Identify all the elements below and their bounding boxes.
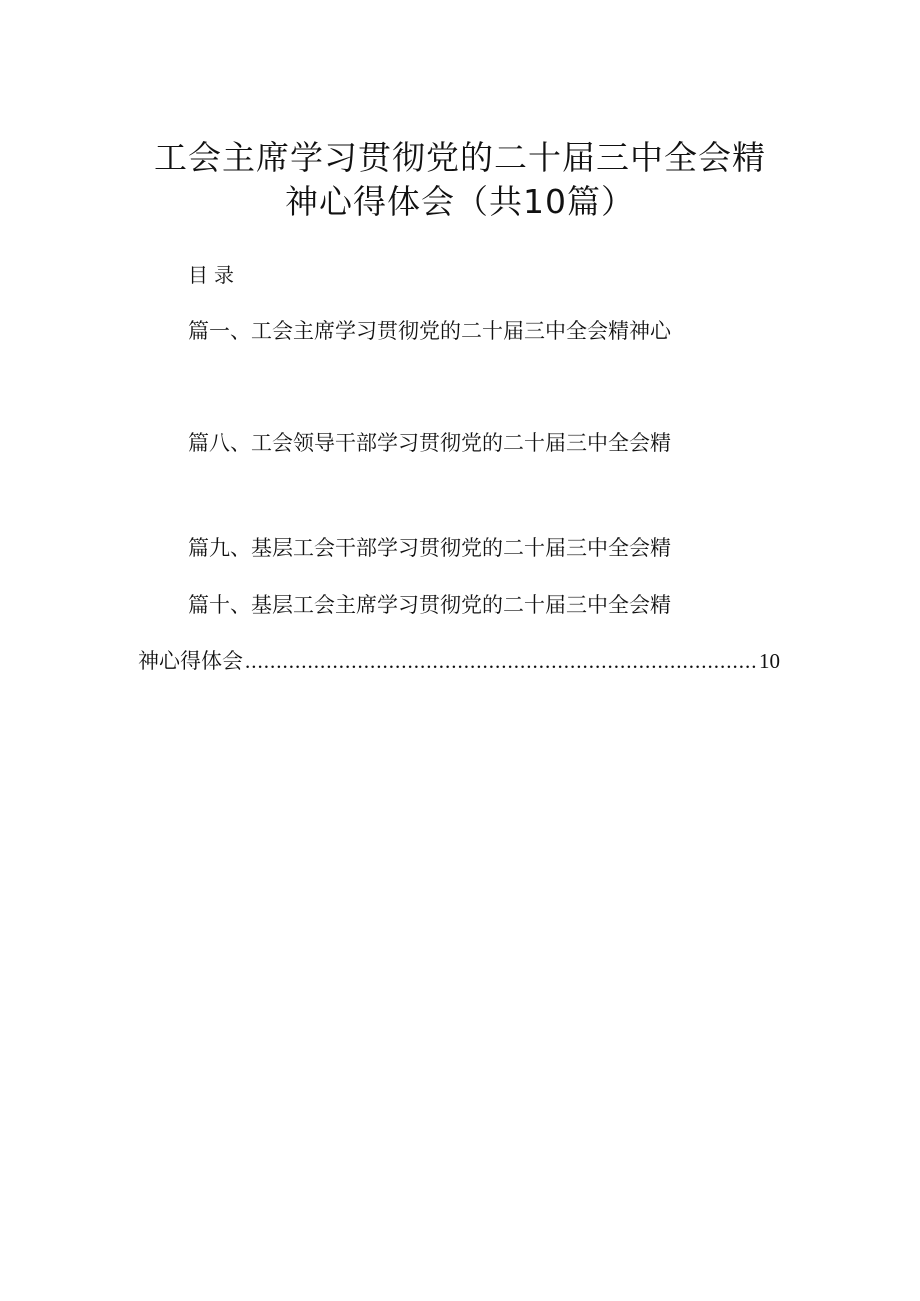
toc-continuation-text: 神心得体会: [138, 649, 243, 673]
toc-entry-9[interactable]: 篇九、基层工会干部学习贯彻党的二十届三中全会精: [188, 536, 671, 560]
toc-heading: 目录: [188, 263, 240, 287]
document-title-line-1: 工会主席学习贯彻党的二十届三中全会精: [154, 138, 766, 177]
toc-dot-leader: [245, 646, 757, 676]
toc-entry-1[interactable]: 篇一、工会主席学习贯彻党的二十届三中全会精神心: [188, 319, 671, 343]
toc-entry-continuation[interactable]: [138, 646, 780, 676]
toc-page-number: 10: [759, 649, 780, 673]
toc-entry-10[interactable]: 篇十、基层工会主席学习贯彻党的二十届三中全会精: [188, 593, 671, 617]
document-title-line-2: 神心得体会（共10篇）: [285, 182, 635, 221]
toc-entry-8[interactable]: 篇八、工会领导干部学习贯彻党的二十届三中全会精: [188, 431, 671, 455]
